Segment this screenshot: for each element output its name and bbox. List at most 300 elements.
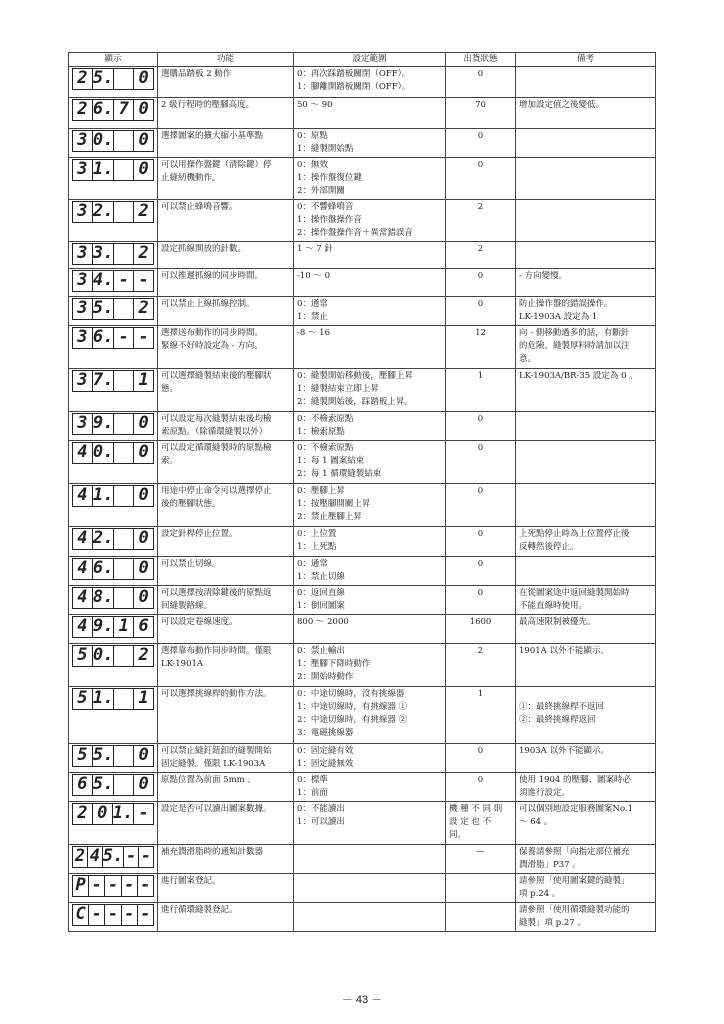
default-cell: 0 bbox=[446, 484, 516, 527]
segment-display bbox=[72, 904, 154, 926]
range-cell bbox=[294, 586, 446, 615]
remarks-cell bbox=[516, 527, 656, 557]
segment-digit: - bbox=[133, 328, 153, 348]
segment-digit: 0 bbox=[133, 775, 153, 795]
default-cell: 0 bbox=[446, 269, 516, 297]
range-line: 0：不響蜂鳴音 bbox=[297, 202, 354, 212]
function-cell bbox=[158, 269, 294, 297]
range-line: 2：禁止壓腳上昇 bbox=[297, 512, 362, 522]
remarks-line: 上死點停止時為上位置停止後 bbox=[519, 529, 630, 539]
remarks-line: 的危險。縫製厚料時請加以注 bbox=[519, 341, 630, 351]
range-line: 1：縫製開始點 bbox=[297, 144, 354, 154]
function-line: 可以設定卷線速度。 bbox=[161, 617, 238, 627]
segment-digit: 0. bbox=[92, 442, 114, 462]
segment-display bbox=[72, 327, 154, 349]
segment-display bbox=[72, 159, 154, 181]
segment-digit: 4 bbox=[87, 847, 102, 867]
remarks-cell bbox=[516, 412, 656, 441]
segment-digit: - bbox=[113, 271, 133, 291]
range-line: 3：電磁挑線器 bbox=[297, 728, 354, 738]
segment-display bbox=[72, 413, 154, 435]
function-cell bbox=[158, 200, 294, 242]
remarks-line: 向 - 側移動過多的話，有斷針 bbox=[519, 328, 630, 338]
table-row bbox=[69, 441, 656, 484]
range-cell bbox=[294, 903, 446, 932]
segment-digit: C bbox=[75, 904, 86, 924]
function-line: 補充潤滑脂時的通知計數器 bbox=[161, 847, 264, 857]
range-line: 2：縫製開始後，踩踏板上昇。 bbox=[297, 397, 413, 407]
range-cell bbox=[294, 441, 446, 484]
range-cell bbox=[294, 98, 446, 129]
function-line: 可以設定循環縫製時的原點檢 bbox=[161, 443, 272, 453]
range-line: 1：腳離開踏板關閉（OFF）。 bbox=[297, 82, 411, 92]
function-line: 可以選擇挑線桿的動作方法。 bbox=[161, 689, 272, 699]
range-line: 2：中途切線時，有挑線器 ② bbox=[297, 715, 408, 725]
display-cell bbox=[69, 412, 158, 441]
segment-digit: - bbox=[137, 876, 153, 896]
function-line: 選擇靠布動作同步時間。僅限 bbox=[161, 646, 272, 656]
segment-digit bbox=[113, 746, 133, 766]
table-row bbox=[69, 98, 656, 129]
remarks-line: ①：最終挑線桿不返回 bbox=[519, 702, 605, 712]
range-line: 0：上位置 bbox=[297, 529, 337, 539]
segment-digit: 3 bbox=[77, 327, 88, 347]
remarks-cell bbox=[516, 441, 656, 484]
remarks-cell bbox=[516, 326, 656, 369]
segment-digit bbox=[113, 529, 133, 549]
range-cell bbox=[294, 615, 446, 644]
segment-digit: 3 bbox=[77, 298, 88, 318]
range-cell bbox=[294, 412, 446, 441]
segment-digit: 4 bbox=[77, 528, 88, 548]
function-cell bbox=[158, 527, 294, 557]
function-cell bbox=[158, 615, 294, 644]
function-cell bbox=[158, 557, 294, 586]
function-line: 可以禁止上線抓線控制。 bbox=[161, 299, 255, 309]
segment-digit: - bbox=[113, 328, 133, 348]
function-cell bbox=[158, 297, 294, 326]
segment-display bbox=[72, 485, 154, 507]
remarks-cell bbox=[516, 200, 656, 242]
function-line: 可以設定每次縫製結束後均檢 bbox=[161, 414, 272, 424]
segment-digit: 6. bbox=[92, 327, 114, 347]
function-cell bbox=[158, 874, 294, 903]
segment-display bbox=[72, 130, 154, 152]
remarks-line bbox=[519, 688, 652, 701]
display-cell bbox=[69, 687, 158, 744]
function-line: 索。 bbox=[161, 456, 179, 466]
function-line: 止縫紉機動作。 bbox=[161, 173, 221, 183]
range-line: 0：不檢索原點 bbox=[297, 414, 354, 424]
segment-digit bbox=[113, 443, 133, 463]
range-line: 1：按壓腳開關上昇 bbox=[297, 499, 371, 509]
function-cell bbox=[158, 67, 294, 98]
table-row bbox=[69, 242, 656, 269]
default-cell bbox=[446, 874, 516, 903]
display-cell bbox=[69, 158, 158, 200]
segment-display bbox=[72, 68, 154, 90]
remarks-line: 須進行設定。 bbox=[519, 788, 571, 798]
segment-digit: 0 bbox=[133, 746, 153, 766]
function-line: 設定針桿停止位置。 bbox=[161, 529, 238, 539]
display-cell bbox=[69, 615, 158, 644]
segment-display bbox=[72, 616, 154, 638]
range-line: 0：標準 bbox=[297, 775, 328, 785]
header-range: 設定範圍 bbox=[294, 53, 446, 67]
segment-digit: P bbox=[75, 875, 86, 895]
segment-digit bbox=[113, 69, 133, 89]
segment-digit: 9. bbox=[92, 616, 114, 636]
range-line: 0：原點 bbox=[297, 131, 328, 141]
settings-table bbox=[68, 52, 656, 932]
remarks-line: 意。 bbox=[519, 354, 537, 364]
segment-digit bbox=[113, 414, 133, 434]
range-line: 1：固定縫無效 bbox=[297, 759, 354, 769]
function-line: 可以推遲抓線的同步時間。 bbox=[161, 271, 264, 281]
function-line: 2 級行程時的壓腳高度。 bbox=[161, 100, 255, 110]
segment-digit: 0. bbox=[92, 645, 114, 665]
range-cell bbox=[294, 557, 446, 586]
range-cell bbox=[294, 200, 446, 242]
function-line: 態。 bbox=[161, 384, 179, 394]
function-line: 選購品踏板 2 動作 bbox=[161, 69, 232, 79]
remarks-cell bbox=[516, 615, 656, 644]
segment-digit bbox=[113, 202, 133, 222]
remarks-cell bbox=[516, 67, 656, 98]
range-line: -10 ～ 0 bbox=[297, 271, 330, 281]
display-cell bbox=[69, 586, 158, 615]
function-line: 可以選擇按清除鍵後的原點返 bbox=[161, 588, 272, 598]
function-line: 可以禁止蜂鳴音響。 bbox=[161, 202, 238, 212]
display-cell bbox=[69, 903, 158, 932]
segment-display bbox=[72, 774, 154, 796]
range-line: -8 ～ 16 bbox=[297, 328, 330, 338]
segment-digit: 6. bbox=[92, 99, 114, 119]
default-line: 設 定 也 不 bbox=[449, 817, 492, 827]
segment-display bbox=[72, 587, 154, 609]
segment-digit: 2 bbox=[133, 244, 153, 264]
function-cell bbox=[158, 326, 294, 369]
function-line: 可以選擇縫製結束後的壓腳狀 bbox=[161, 371, 272, 381]
remarks-cell bbox=[516, 297, 656, 326]
segment-digit bbox=[113, 371, 133, 391]
range-cell bbox=[294, 242, 446, 269]
range-cell bbox=[294, 874, 446, 903]
segment-digit: - bbox=[138, 847, 153, 867]
range-line: 2：外部開關 bbox=[297, 186, 345, 196]
segment-digit: 4. bbox=[92, 270, 114, 290]
remarks-line: 不能直線時使用。 bbox=[519, 601, 588, 611]
segment-digit bbox=[113, 486, 133, 506]
table-row bbox=[69, 802, 656, 845]
range-line: 1：倒回圖案 bbox=[297, 601, 345, 611]
display-cell bbox=[69, 845, 158, 874]
default-cell: 0 bbox=[446, 129, 516, 158]
remarks-cell bbox=[516, 158, 656, 200]
range-line: 800 ～ 2000 bbox=[297, 617, 349, 627]
range-line: 0：中途切線時，沒有挑線器 bbox=[297, 689, 405, 699]
function-line: 設定抓線開放的針數。 bbox=[161, 244, 247, 254]
remarks-cell bbox=[516, 269, 656, 297]
segment-display bbox=[72, 99, 154, 121]
table-row bbox=[69, 586, 656, 615]
function-cell bbox=[158, 586, 294, 615]
remarks-line: 請參照「使用圖案鍵的縫製」 bbox=[519, 876, 630, 886]
function-line: 用途中停止命令可以選擇停止 bbox=[161, 486, 272, 496]
range-line: 2：操作盤操作音＋異常錯誤音 bbox=[297, 228, 413, 238]
function-line: 進行圖案登記。 bbox=[161, 876, 221, 886]
table-row bbox=[69, 200, 656, 242]
segment-display bbox=[72, 243, 154, 265]
function-cell bbox=[158, 129, 294, 158]
function-line: 可以禁止縫釘鈕釦的縫製開始 bbox=[161, 746, 272, 756]
table-row bbox=[69, 269, 656, 297]
segment-digit: 1. bbox=[92, 688, 114, 708]
function-cell bbox=[158, 369, 294, 412]
segment-digit: 0 bbox=[133, 131, 153, 151]
segment-digit: 1. bbox=[92, 485, 114, 505]
segment-digit bbox=[113, 244, 133, 264]
range-line: 1：前面 bbox=[297, 788, 328, 798]
default-cell: 2 bbox=[446, 644, 516, 687]
segment-digit: 5. bbox=[92, 745, 114, 765]
segment-digit: 3 bbox=[77, 270, 88, 290]
range-line: 0：禁止輸出 bbox=[297, 646, 345, 656]
default-cell: 1600 bbox=[446, 615, 516, 644]
segment-digit: 1 bbox=[133, 689, 153, 709]
function-line: 可以禁止切線。 bbox=[161, 559, 221, 569]
segment-digit: 2 bbox=[77, 68, 88, 88]
default-cell: 0 bbox=[446, 744, 516, 773]
segment-digit: 7. bbox=[92, 370, 114, 390]
default-cell: 0 bbox=[446, 297, 516, 326]
remarks-cell bbox=[516, 242, 656, 269]
table-row bbox=[69, 484, 656, 527]
range-line: 1：上死點 bbox=[297, 542, 337, 552]
remarks-line: 在從圖案途中返回縫製開始時 bbox=[519, 588, 630, 598]
range-line: 0：壓腳上昇 bbox=[297, 486, 345, 496]
display-cell bbox=[69, 744, 158, 773]
range-cell bbox=[294, 297, 446, 326]
range-cell bbox=[294, 802, 446, 845]
default-cell: 0 bbox=[446, 412, 516, 441]
segment-digit: 2. bbox=[92, 201, 114, 221]
remarks-cell bbox=[516, 903, 656, 932]
segment-digit: 0 bbox=[133, 414, 153, 434]
range-line: 50 ～ 90 bbox=[297, 100, 333, 110]
segment-digit: 3 bbox=[77, 243, 88, 263]
remarks-line: 保養請參照「向指定部位補充 bbox=[519, 847, 630, 857]
table-row bbox=[69, 158, 656, 200]
default-cell: 70 bbox=[446, 98, 516, 129]
function-cell bbox=[158, 687, 294, 744]
remarks-line: 1901A 以外不能顯示。 bbox=[519, 646, 609, 656]
range-line: 2：開始時動作 bbox=[297, 672, 354, 682]
segment-digit: - bbox=[121, 905, 137, 925]
segment-digit: 5. bbox=[92, 774, 114, 794]
display-cell bbox=[69, 484, 158, 527]
function-line: 回縫製路線。 bbox=[161, 601, 213, 611]
default-cell: 0 bbox=[446, 441, 516, 484]
range-line: 1 ～ 7 針 bbox=[297, 244, 333, 254]
range-line: 0：通常 bbox=[297, 559, 328, 569]
remarks-cell bbox=[516, 557, 656, 586]
segment-digit: 2. bbox=[92, 528, 114, 548]
segment-digit: 3 bbox=[77, 130, 88, 150]
segment-digit: 1. bbox=[92, 159, 114, 179]
segment-digit: 1 bbox=[133, 371, 153, 391]
table-row bbox=[69, 412, 656, 441]
range-line: 0：縫製開始移動後，壓腳上昇 bbox=[297, 371, 413, 381]
segment-digit: 2 bbox=[133, 646, 153, 666]
display-cell bbox=[69, 269, 158, 297]
segment-digit: - bbox=[137, 905, 153, 925]
segment-digit bbox=[113, 299, 133, 319]
function-line: 緊線不好時設定為 - 方向。 bbox=[161, 341, 263, 351]
segment-digit: 2 bbox=[77, 99, 88, 119]
function-cell bbox=[158, 773, 294, 802]
segment-display bbox=[72, 201, 154, 223]
segment-digit: 5. bbox=[102, 846, 124, 866]
segment-digit: 4 bbox=[77, 558, 88, 578]
table-row bbox=[69, 845, 656, 874]
table-row bbox=[69, 129, 656, 158]
remarks-cell bbox=[516, 687, 656, 744]
table-row bbox=[69, 773, 656, 802]
default-cell: 0 bbox=[446, 773, 516, 802]
range-line: 1：可以讀出 bbox=[297, 817, 345, 827]
default-cell: 0 bbox=[446, 557, 516, 586]
remarks-cell bbox=[516, 874, 656, 903]
function-cell bbox=[158, 242, 294, 269]
segment-digit: 0 bbox=[133, 486, 153, 506]
segment-digit: - bbox=[123, 847, 138, 867]
function-line: LK-1901A bbox=[161, 659, 204, 669]
display-cell bbox=[69, 98, 158, 129]
function-cell bbox=[158, 903, 294, 932]
segment-digit: 0 bbox=[133, 559, 153, 579]
range-line: 2：每 1 循環縫製結束 bbox=[297, 469, 382, 479]
function-cell bbox=[158, 441, 294, 484]
function-cell bbox=[158, 744, 294, 773]
table-header-row bbox=[69, 53, 656, 67]
table-row bbox=[69, 326, 656, 369]
segment-display bbox=[72, 442, 154, 464]
segment-digit: 1. bbox=[112, 803, 134, 823]
range-line: 0：固定縫有效 bbox=[297, 746, 354, 756]
segment-digit: 2 bbox=[77, 803, 88, 823]
range-line: 1：檢索原點 bbox=[297, 427, 345, 437]
remarks-line: 潤滑脂」P37 。 bbox=[519, 860, 581, 870]
function-line: 選擇圖案的擴大縮小基準點 bbox=[161, 131, 264, 141]
header-display: 顯示 bbox=[69, 53, 158, 67]
segment-digit: 8. bbox=[92, 587, 114, 607]
remarks-line: ②：最終挑線桿返回 bbox=[519, 715, 596, 725]
segment-digit: 3. bbox=[92, 243, 114, 263]
range-cell bbox=[294, 158, 446, 200]
segment-digit bbox=[113, 775, 133, 795]
function-cell bbox=[158, 644, 294, 687]
range-cell bbox=[294, 845, 446, 874]
table-row bbox=[69, 615, 656, 644]
segment-digit: 5 bbox=[77, 645, 88, 665]
range-cell bbox=[294, 527, 446, 557]
remarks-line: 防止操作盤的錯誤操作。 bbox=[519, 299, 613, 309]
range-cell bbox=[294, 484, 446, 527]
range-cell bbox=[294, 67, 446, 98]
segment-digit: 6 bbox=[133, 617, 153, 637]
range-line: 0：無效 bbox=[297, 160, 328, 170]
segment-digit: 0 bbox=[133, 100, 153, 120]
segment-display bbox=[72, 370, 154, 392]
remarks-line: LK-1903A 設定為 1 bbox=[519, 312, 598, 322]
function-cell bbox=[158, 412, 294, 441]
remarks-line: 1903A 以外不能顯示。 bbox=[519, 746, 609, 756]
range-line: 1：縫製結束立即上昇 bbox=[297, 384, 379, 394]
range-cell bbox=[294, 687, 446, 744]
display-cell bbox=[69, 773, 158, 802]
segment-digit: 4 bbox=[77, 587, 88, 607]
function-cell bbox=[158, 158, 294, 200]
range-line: 1：壓腳下降時動作 bbox=[297, 659, 371, 669]
default-cell: 0 bbox=[446, 586, 516, 615]
range-line: 1：中途切線時，有挑線器 ① bbox=[297, 702, 408, 712]
segment-digit: 5. bbox=[92, 68, 114, 88]
function-cell bbox=[158, 802, 294, 845]
table-row bbox=[69, 687, 656, 744]
header-function: 功能 bbox=[158, 53, 294, 67]
function-line: 索原點。（除循環縫製以外） bbox=[161, 427, 268, 437]
remarks-line: 反轉然後停止。 bbox=[519, 542, 579, 552]
default-cell bbox=[446, 802, 516, 845]
default-cell: 1 bbox=[446, 687, 516, 744]
remarks-line: ～ 64 。 bbox=[519, 817, 553, 827]
default-cell: 2 bbox=[446, 200, 516, 242]
range-line: 0：不檢索原點 bbox=[297, 443, 354, 453]
segment-digit: 0 bbox=[92, 804, 112, 824]
segment-digit: 2 bbox=[74, 846, 86, 866]
default-cell: 12 bbox=[446, 326, 516, 369]
range-line: 0：再次踩踏板關閉（OFF）。 bbox=[297, 69, 411, 79]
display-cell bbox=[69, 242, 158, 269]
header-default: 出貨狀態 bbox=[446, 53, 516, 67]
table-row bbox=[69, 744, 656, 773]
segment-digit: 3 bbox=[77, 201, 88, 221]
remarks-cell bbox=[516, 98, 656, 129]
display-cell bbox=[69, 67, 158, 98]
display-cell bbox=[69, 874, 158, 903]
remarks-cell bbox=[516, 129, 656, 158]
segment-digit bbox=[113, 588, 133, 608]
segment-display bbox=[72, 846, 154, 868]
segment-digit bbox=[113, 559, 133, 579]
function-line: 原點位置為前面 5mm 。 bbox=[161, 775, 256, 785]
remarks-cell bbox=[516, 845, 656, 874]
display-cell bbox=[69, 557, 158, 586]
remarks-line: 請參照「使用循環縫製功能的 bbox=[519, 905, 630, 915]
segment-digit bbox=[113, 646, 133, 666]
remarks-line: 使用 1904 的壓腳、圖案時必 bbox=[519, 775, 632, 785]
remarks-cell bbox=[516, 802, 656, 845]
range-line: 1：禁止切線 bbox=[297, 572, 345, 582]
segment-display bbox=[72, 803, 154, 825]
range-cell bbox=[294, 269, 446, 297]
range-cell bbox=[294, 744, 446, 773]
function-cell bbox=[158, 845, 294, 874]
function-line: 進行循環縫製登記。 bbox=[161, 905, 238, 915]
function-line: 固定縫製。僅限 LK-1903A bbox=[161, 759, 266, 769]
segment-display bbox=[72, 875, 154, 897]
